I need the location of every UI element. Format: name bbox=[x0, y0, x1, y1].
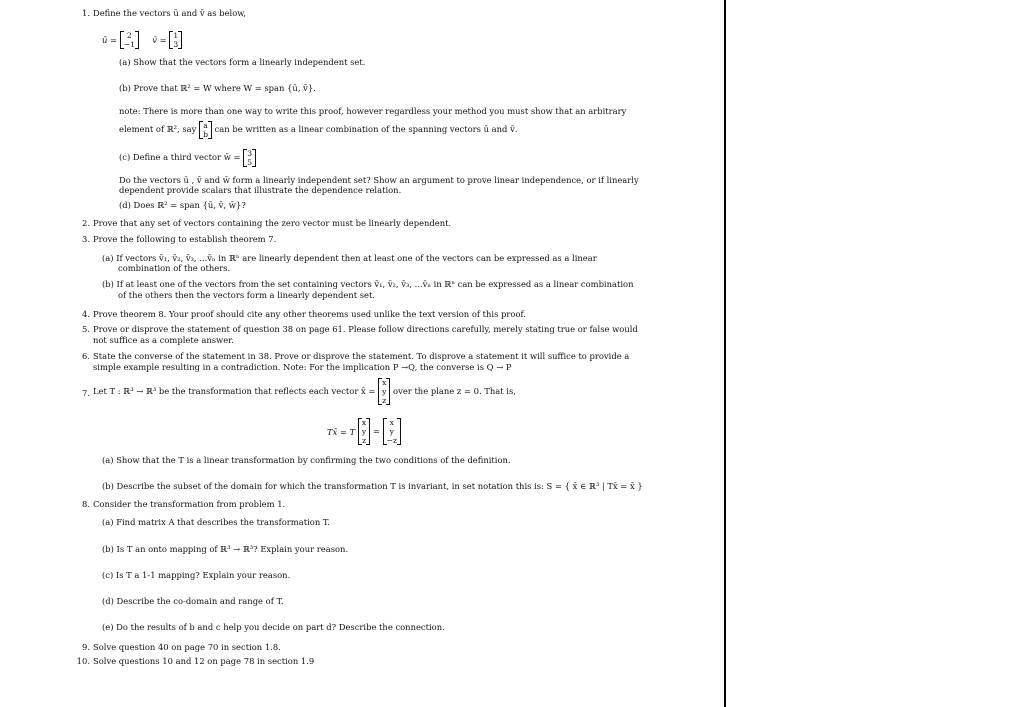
q9-number: 9. bbox=[82, 642, 90, 652]
q7-text-b: over the plane z = 0. That is, bbox=[393, 386, 516, 396]
q1-number: 1. bbox=[82, 8, 90, 18]
q5-line1: Prove or disprove the statement of question 38 on page 61. Please follow directions carefully, merely stating true or false would bbox=[93, 324, 638, 334]
ab-matrix bbox=[199, 121, 212, 139]
q8d-text: (d) Describe the co-domain and range of T. bbox=[102, 596, 284, 606]
q1-vectors bbox=[102, 28, 182, 51]
xyz-entry-2: y bbox=[361, 427, 367, 436]
xyz-entry-3: z bbox=[362, 436, 367, 445]
w-entry-1: 3 bbox=[247, 148, 253, 158]
q6-number: 6. bbox=[82, 351, 90, 361]
ab-entry-1: a bbox=[203, 120, 208, 130]
q1b-note-line1: note: There is more than one way to write this proof, however regardless your method you must show that an arbitrary bbox=[119, 106, 627, 116]
q3a-line2: combination of the others. bbox=[118, 263, 231, 273]
v-matrix bbox=[169, 31, 182, 49]
q2-text: Prove that any set of vectors containing the zero vector must be linearly dependent. bbox=[93, 218, 452, 228]
q1d-text: (d) Does ℝ² = span {ū, v̄, w̄}? bbox=[119, 200, 246, 210]
q8c-text: (c) Is T a 1-1 mapping? Explain your reason. bbox=[102, 570, 291, 580]
q1-intro: Define the vectors ū and v̄ as below, bbox=[93, 8, 247, 18]
q8b-text: (b) Is T an onto mapping of ℝ³ → ℝ³? Explain your reason. bbox=[102, 544, 349, 554]
q3-number: 3. bbox=[82, 234, 90, 244]
x-entry-2: y bbox=[382, 387, 387, 396]
q3-text: Prove the following to establish theorem 7. bbox=[93, 234, 277, 244]
q10-number: 10. bbox=[76, 656, 90, 666]
q3b-line2: of the others then the vectors form a linearly dependent set. bbox=[118, 290, 376, 300]
xyz-entry-1: x bbox=[361, 418, 367, 427]
q6-line2: simple example resulting in a contradiction. Note: For the implication P →Q, the converse is Q → P bbox=[93, 362, 512, 372]
q7b-text: (b) Describe the subset of the domain for which the transformation T is invariant, in set notation this is: S = { x̄ ∈ ℝ³ | Tx̄ = x̄ } bbox=[102, 481, 643, 491]
q5-number: 5. bbox=[82, 324, 90, 334]
rhs-entry-1: x bbox=[389, 418, 394, 427]
x-entry-3: z bbox=[382, 396, 387, 405]
u-entry-2: −1 bbox=[123, 39, 135, 49]
q3a-line1: (a) If vectors v̄₁, v̄₂, v̄₃, ...v̄ₙ in ℝⁿ are linearly dependent then at least one of the vectors can be expressed as a linear bbox=[102, 253, 597, 263]
page-edge-divider bbox=[724, 0, 726, 707]
q8-text: Consider the transformation from problem 1. bbox=[93, 499, 286, 509]
q7-text-a: Let T : ℝ³ → ℝ³ be the transformation that reflects each vector x̄ = bbox=[93, 386, 376, 396]
x-entry-1: x bbox=[382, 378, 387, 387]
rhs-entry-2: y bbox=[389, 427, 394, 436]
q7-number: 7. bbox=[82, 388, 90, 398]
q10-text: Solve questions 10 and 12 on page 78 in section 1.9 bbox=[93, 656, 315, 666]
q1b-text: (b) Prove that ℝ² = W where W = span {ū, v̄}. bbox=[119, 83, 316, 93]
x-matrix bbox=[378, 378, 390, 405]
q8a-text: (a) Find matrix A that describes the transformation T. bbox=[102, 517, 330, 527]
w-entry-2: 5 bbox=[247, 157, 253, 167]
eq-left: Tx̄ = T bbox=[327, 426, 356, 437]
xyz-matrix bbox=[358, 418, 370, 445]
rhs-entry-3: −z bbox=[386, 436, 397, 445]
u-label: ū = bbox=[102, 34, 118, 45]
v-label: v̄ = bbox=[152, 34, 167, 45]
q4-text: Prove theorem 8. Your proof should cite any other theorems used unlike the text version of this proof. bbox=[93, 309, 526, 319]
note-text-a: element of ℝ², say bbox=[119, 124, 197, 134]
q1c-line2: dependent provide scalars that illustrate the dependence relation. bbox=[119, 185, 402, 195]
q8e-text: (e) Do the results of b and c help you decide on part d? Describe the connection. bbox=[102, 622, 445, 632]
q1c-label: (c) Define a third vector w̄ = bbox=[119, 152, 241, 162]
u-matrix bbox=[120, 31, 139, 49]
ab-entry-2: b bbox=[203, 129, 208, 139]
q7-text bbox=[93, 375, 516, 407]
q3b-line1: (b) If at least one of the vectors from the set containing vectors v̄₁, v̄₂, v̄₃, ...v̄ₙ in ℝⁿ can be expressed as a linear combination bbox=[102, 279, 634, 289]
q1a-text: (a) Show that the vectors form a linearly independent set. bbox=[119, 57, 366, 67]
rhs-matrix bbox=[383, 418, 401, 445]
q6-line1: State the converse of the statement in 38. Prove or disprove the statement. To disprove a statement it will suffice to provide a bbox=[93, 351, 630, 361]
u-entry-1: 2 bbox=[126, 30, 132, 40]
eq-equals: = bbox=[372, 426, 380, 436]
q9-text: Solve question 40 on page 70 in section 1.8. bbox=[93, 642, 281, 652]
q2-number: 2. bbox=[82, 218, 90, 228]
q8-number: 8. bbox=[82, 499, 90, 509]
w-matrix bbox=[243, 149, 256, 167]
note-text-b: can be written as a linear combination of the spanning vectors ū and v̄. bbox=[214, 124, 518, 134]
q7a-text: (a) Show that the T is a linear transformation by confirming the two conditions of the definition. bbox=[102, 455, 511, 465]
v-entry-1: 1 bbox=[173, 30, 179, 40]
q1c-text bbox=[119, 146, 256, 168]
q1c-line1: Do the vectors ū , v̄ and w̄ form a linearly independent set? Show an argument to prove linear independence, or if linearly bbox=[119, 175, 639, 185]
q1b-note-line2 bbox=[119, 118, 517, 140]
q5-line2: not suffice as a complete answer. bbox=[93, 335, 234, 345]
v-entry-2: 3 bbox=[173, 39, 179, 49]
q7-equation bbox=[327, 414, 401, 449]
q4-number: 4. bbox=[82, 309, 90, 319]
